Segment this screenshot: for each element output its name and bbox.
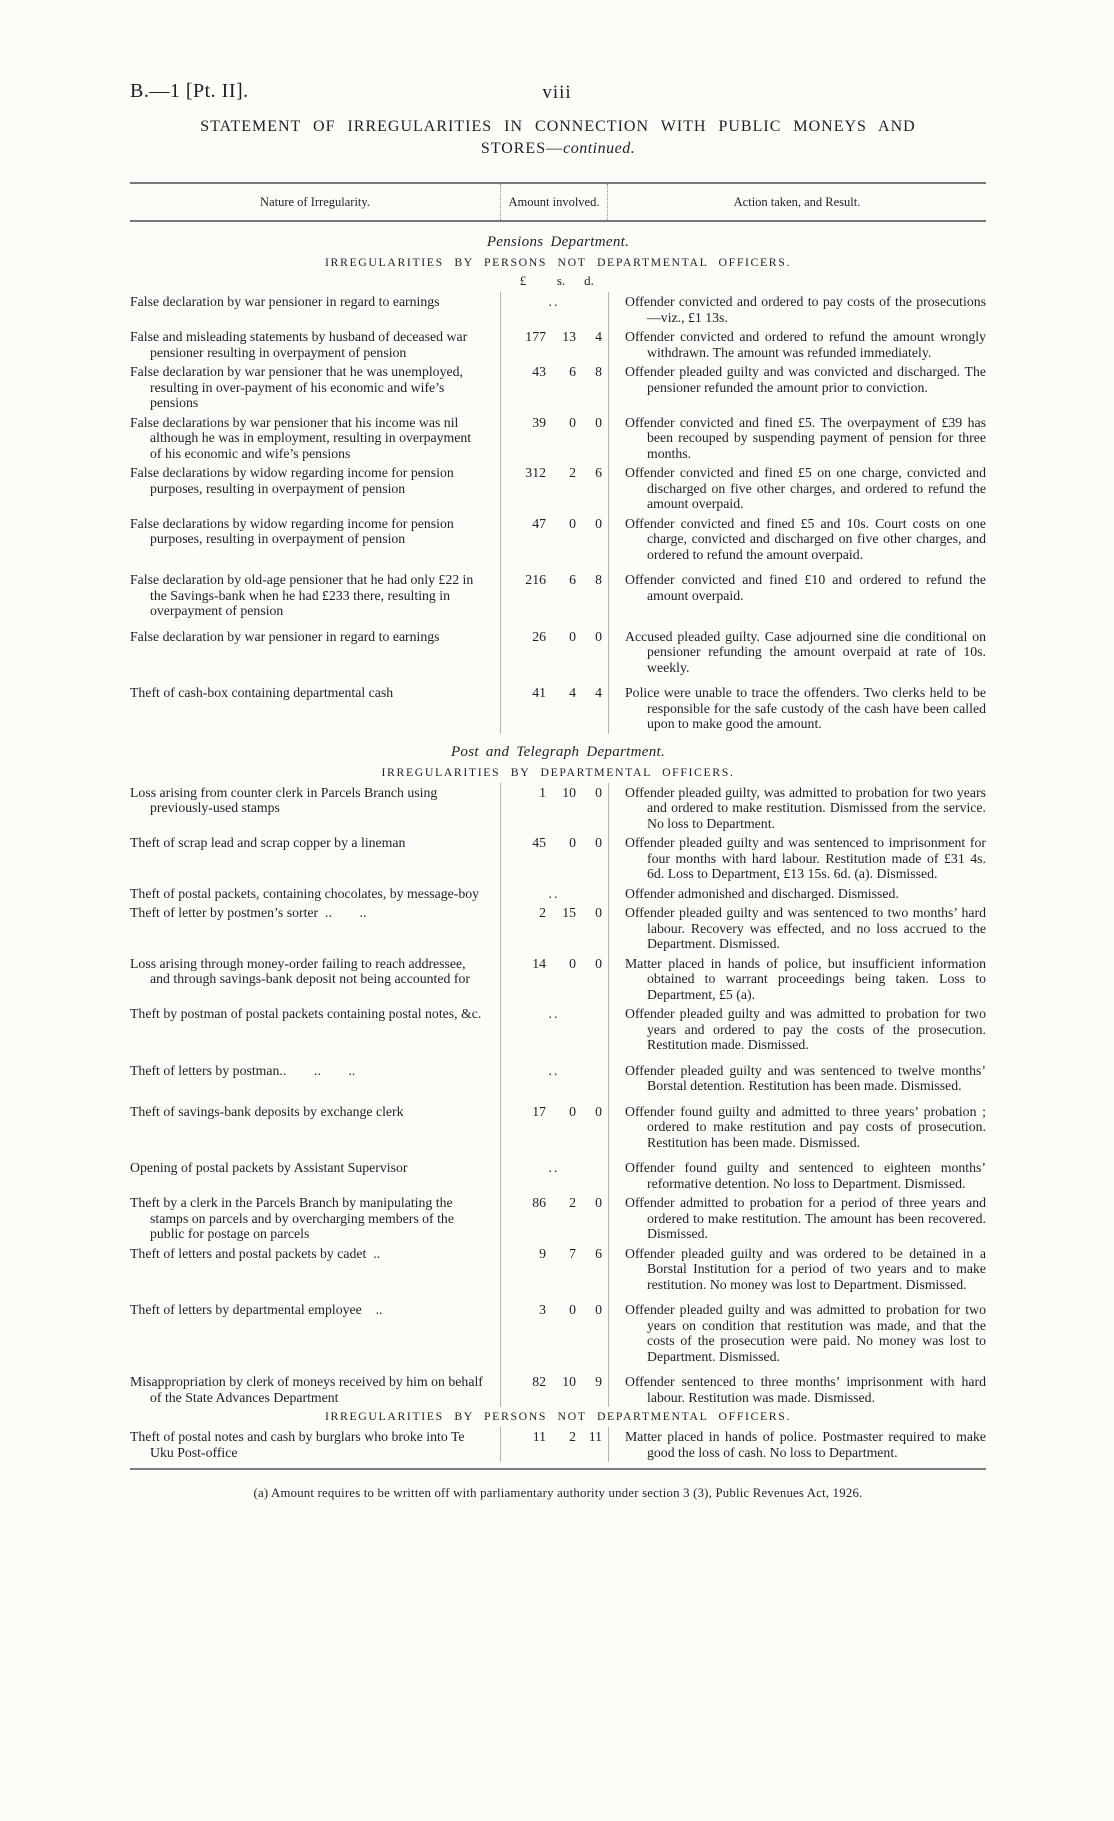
amount-cell: [500, 516, 608, 532]
table-row: [130, 364, 986, 411]
title-line-2: [130, 140, 986, 158]
amount-shillings: 0: [569, 628, 576, 644]
amount-shillings: 0: [569, 1302, 576, 1317]
nature-cell: Loss arising through money-order failing to reach addressee, and through savings-bank deposit not being accounted for: [130, 955, 470, 986]
nature-cell: Theft by a clerk in the Parcels Branch by manipulating the stamps on parcels and by overcharging members of the public for postage on parcels: [130, 1195, 454, 1241]
action-cell: Offender pleaded guilty and was ordered to be detained in a Borstal Institution for a period of two years and to make restitution. No money was lost to Department. Dismissed.: [625, 1245, 986, 1292]
table-row: [130, 294, 986, 325]
amount-pence: 0: [595, 784, 602, 800]
table-row: [130, 685, 986, 732]
subsection-heading: IRREGULARITIES BY PERSONS NOT DEPARTMENTAL OFFICERS.: [325, 1409, 791, 1423]
action-cell: Offender pleaded guilty and was sentenced to imprisonment for four months with hard labour. Restitution made of £31 4s. 6d. Loss to Department, £13 15s. 6d. (a). Dismissed.: [625, 835, 986, 881]
nature-cell: Theft of letter by postmen’s sorter .. ..: [130, 905, 367, 920]
nature-cell: Theft of cash-box containing departmental cash: [130, 685, 394, 700]
subsection-heading: IRREGULARITIES BY DEPARTMENTAL OFFICERS.: [381, 764, 735, 779]
amount-pounds: 41: [532, 685, 546, 700]
amount-cell: [500, 1063, 608, 1079]
amount-shillings: 2: [569, 465, 576, 480]
amount-pence: 8: [595, 572, 602, 587]
amount-cell: [500, 629, 608, 645]
action-cell: Offender admitted to probation for a period of three years and ordered to make restitution. The amount has been recovered. Dismissed.: [625, 1195, 986, 1241]
amount-shillings: 4: [569, 685, 576, 700]
amount-pounds: 45: [532, 835, 546, 850]
amount-pence: 11: [588, 1429, 602, 1444]
amount-shillings: 13: [562, 329, 576, 344]
amount-pounds: 177: [525, 329, 546, 344]
amount-cell: [500, 465, 608, 481]
amount-pounds: 14: [532, 955, 546, 971]
amount-pounds: 39: [532, 414, 546, 430]
amount-nil-dots: ..: [548, 885, 560, 901]
amount-pence: 0: [595, 414, 602, 430]
amount-nil-dots: ..: [548, 294, 560, 309]
content-area: [130, 0, 986, 1501]
column-header-action: Action taken, and Result.: [733, 194, 861, 209]
rows-block: [130, 1429, 986, 1460]
action-cell: Offender pleaded guilty and was admitted to probation for two years and ordered to pay the costs of the prosecution. Restitution made. Dismissed.: [625, 1006, 986, 1052]
amount-cell: [500, 1006, 608, 1022]
amount-cell: [500, 685, 608, 701]
amount-shillings: 0: [569, 414, 576, 430]
action-cell: Offender pleaded guilty and was admitted to probation for two years on condition that restitution was made, and that the costs of the prosecution were paid. No money was lost to Department. Dismissed.: [625, 1302, 986, 1364]
table-row: [130, 1195, 986, 1242]
amount-cell: [500, 572, 608, 588]
currency-shillings: s.: [556, 273, 566, 288]
nature-cell: False declaration by war pensioner in regard to earnings: [130, 628, 440, 644]
amount-shillings: 2: [569, 1195, 576, 1210]
currency-pounds: £: [519, 273, 527, 288]
action-cell: Offender convicted and ordered to pay costs of the prosecutions—viz., £1 13s.: [625, 294, 986, 325]
amount-shillings: 6: [569, 364, 576, 379]
amount-cell: [500, 1429, 608, 1445]
amount-pounds: 3: [539, 1302, 546, 1317]
action-cell: Offender convicted and fined £10 and ordered to refund the amount overpaid.: [625, 572, 986, 603]
amount-cell: [500, 905, 608, 921]
amount-pence: 0: [595, 1302, 602, 1317]
table-row: [130, 956, 986, 1003]
nature-cell: Theft of letters and postal packets by cadet ..: [130, 1245, 381, 1261]
amount-pounds: 47: [532, 515, 546, 531]
amount-pence: 0: [595, 515, 602, 531]
amount-pence: 0: [595, 1103, 602, 1119]
amount-shillings: 7: [569, 1245, 576, 1261]
nature-cell: Theft of scrap lead and scrap copper by a lineman: [130, 835, 406, 850]
amount-cell: [500, 886, 608, 902]
nature-cell: False declaration by old-age pensioner that he had only £22 in the Savings-bank when he had £233 there, resulting in overpayment of pension: [130, 572, 474, 618]
amount-pounds: 17: [532, 1103, 546, 1119]
amount-cell: [500, 785, 608, 801]
statement-title: [130, 0, 986, 158]
table-row: [130, 835, 986, 882]
nature-cell: Misappropriation by clerk of moneys received by him on behalf of the State Advances Department: [130, 1374, 483, 1405]
amount-pounds: 82: [532, 1374, 546, 1389]
action-cell: Matter placed in hands of police, but insufficient information obtained to warrant proceedings being taken. Loss to Department, £5 (a).: [625, 955, 986, 1002]
amount-cell: [500, 1195, 608, 1211]
column-header-amount: Amount involved.: [500, 184, 608, 220]
currency-header: [500, 273, 608, 289]
amount-shillings: 10: [562, 1374, 576, 1389]
action-cell: Offender convicted and fined £5 and 10s. Court costs on one charge, convicted and discharged on five other charges, and ordered to refund the amount overpaid.: [625, 515, 986, 562]
action-cell: Offender convicted and fined £5 on one charge, convicted and discharged on five other charges, and ordered to refund the amount overpaid.: [625, 465, 986, 511]
amount-pence: 6: [595, 1245, 602, 1261]
table-row: [130, 1246, 986, 1293]
table-row: [130, 905, 986, 952]
amount-cell: [500, 329, 608, 345]
table-row: [130, 1429, 986, 1460]
table-row: [130, 1104, 986, 1151]
title-stores: STORES—: [480, 140, 564, 157]
amount-cell: [500, 1246, 608, 1262]
nature-cell: Theft of postal notes and cash by burglars who broke into Te Uku Post-office: [130, 1429, 465, 1460]
document-reference: B.—1 [Pt. II].: [130, 80, 249, 102]
amount-shillings: 0: [569, 515, 576, 531]
action-cell: Offender sentenced to three months’ imprisonment with hard labour. Restitution was made. Dismissed.: [625, 1374, 986, 1405]
action-cell: Offender found guilty and sentenced to eighteen months’ reformative detention. No loss to Department. Dismissed.: [625, 1160, 986, 1191]
amount-pence: 6: [595, 465, 602, 480]
nature-cell: Theft of postal packets, containing chocolates, by message-boy: [130, 885, 480, 901]
action-cell: Police were unable to trace the offenders. Two clerks held to be responsible for the safe custody of the cash have been called upon to make good the amount.: [625, 685, 986, 731]
subsection-heading: IRREGULARITIES BY PERSONS NOT DEPARTMENTAL OFFICERS.: [325, 255, 791, 269]
amount-pounds: 11: [532, 1429, 546, 1444]
amount-pence: 4: [595, 685, 602, 700]
table-row: [130, 1160, 986, 1191]
amount-nil-dots: ..: [548, 1062, 560, 1078]
action-cell: Offender pleaded guilty and was sentenced to twelve months’ Borstal detention. Restitution has been made. Dismissed.: [625, 1062, 986, 1093]
table-row: [130, 785, 986, 832]
amount-pounds: 26: [532, 628, 546, 644]
amount-shillings: 10: [562, 784, 576, 800]
amount-shillings: 0: [569, 1103, 576, 1119]
nature-cell: False declaration by war pensioner that he was unemployed, resulting in over-payment of his economic and wife’s pensions: [130, 364, 463, 410]
amount-nil-dots: ..: [548, 1160, 560, 1175]
footnote: (a) Amount requires to be written off with parliamentary authority under section 3 (3), Public Revenues Act, 1926.: [253, 1486, 863, 1500]
amount-cell: [500, 1374, 608, 1390]
rows-block: [130, 785, 986, 1406]
nature-cell: False declaration by war pensioner in regard to earnings: [130, 294, 440, 309]
table-row: [130, 1302, 986, 1364]
title-continued: continued.: [563, 140, 636, 157]
amount-pounds: 43: [532, 364, 546, 379]
nature-cell: Theft by postman of postal packets containing postal notes, &c.: [130, 1006, 482, 1021]
amount-shillings: 6: [569, 572, 576, 587]
action-cell: Offender pleaded guilty and was convicted and discharged. The pensioner refunded the amount prior to conviction.: [625, 364, 986, 395]
amount-pence: 8: [595, 364, 602, 379]
bottom-rule: [130, 1468, 986, 1470]
nature-cell: False declarations by widow regarding income for pension purposes, resulting in overpayment of pension: [130, 465, 454, 496]
page-number: viii: [542, 82, 572, 103]
rows-block: [130, 294, 986, 732]
table-header: [130, 182, 986, 222]
column-header-nature: Nature of Irregularity.: [260, 194, 370, 209]
nature-cell: False declarations by war pensioner that his income was nil although he was in employment, resulting in overpayment of his economic and wife’s pensions: [130, 414, 472, 461]
nature-cell: Theft of savings-bank deposits by exchange clerk: [130, 1103, 404, 1119]
amount-cell: [500, 364, 608, 380]
table-row: [130, 572, 986, 619]
nature-cell: Loss arising from counter clerk in Parcels Branch using previously-used stamps: [130, 784, 438, 815]
nature-cell: Theft of letters by postman.. .. ..: [130, 1062, 356, 1078]
nature-cell: False declarations by widow regarding income for pension purposes, resulting in overpayment of pension: [130, 515, 454, 546]
currency-pence: d.: [584, 273, 594, 288]
table-row: [130, 629, 986, 676]
action-cell: Offender convicted and fined £5. The overpayment of £39 has been recouped by suspending payment of pension for three months.: [625, 414, 986, 461]
table-row: [130, 465, 986, 512]
action-cell: Offender pleaded guilty and was sentenced to two months’ hard labour. Recovery was effected, and no loss accrued to the Department. Dismissed.: [625, 905, 986, 951]
amount-shillings: 0: [569, 835, 576, 850]
amount-pence: 0: [595, 628, 602, 644]
department-heading: Post and Telegraph Department.: [450, 743, 666, 760]
amount-shillings: 0: [569, 955, 576, 971]
department-heading: Pensions Department.: [486, 234, 630, 250]
action-cell: Offender pleaded guilty, was admitted to probation for two years and ordered to make restitution. Dismissed from the service. No loss to Department.: [625, 784, 986, 831]
nature-cell: False and misleading statements by husband of deceased war pensioner resulting in overpayment of pension: [130, 329, 468, 360]
amount-nil-dots: ..: [548, 1006, 560, 1021]
table-row: [130, 415, 986, 462]
amount-pounds: 1: [539, 784, 546, 800]
action-cell: Offender admonished and discharged. Dismissed.: [625, 885, 899, 901]
nature-cell: Theft of letters by departmental employee ..: [130, 1302, 383, 1317]
amount-pence: 0: [595, 955, 602, 971]
table-row: [130, 516, 986, 563]
amount-shillings: 2: [569, 1429, 576, 1444]
amount-pounds: 86: [532, 1195, 546, 1210]
action-cell: Offender convicted and ordered to refund the amount wrongly withdrawn. The amount was refunded immediately.: [625, 329, 986, 360]
table-row: [130, 886, 986, 902]
amount-cell: [500, 835, 608, 851]
amount-cell: [500, 1302, 608, 1318]
amount-cell: [500, 1160, 608, 1176]
amount-pounds: 216: [525, 572, 546, 587]
amount-pounds: 312: [525, 465, 546, 480]
action-cell: Accused pleaded guilty. Case adjourned sine die conditional on pensioner refunding the amount overpaid at rate of 10s. weekly.: [625, 628, 986, 675]
amount-pence: 0: [595, 835, 602, 850]
table-row: [130, 1063, 986, 1094]
table-row: [130, 329, 986, 360]
amount-cell: [500, 956, 608, 972]
amount-pence: 0: [595, 1195, 602, 1210]
title-line-1: STATEMENT OF IRREGULARITIES IN CONNECTION WITH PUBLIC MONEYS AND: [200, 118, 916, 135]
amount-cell: [500, 1104, 608, 1120]
table-row: [130, 1006, 986, 1053]
nature-cell: Opening of postal packets by Assistant Supervisor: [130, 1160, 408, 1175]
amount-pounds: 2: [539, 905, 546, 920]
amount-pence: 0: [595, 905, 602, 920]
table-body: [130, 234, 986, 1460]
amount-cell: [500, 415, 608, 431]
table-row: [130, 1374, 986, 1405]
amount-pounds: 9: [539, 1245, 546, 1261]
amount-shillings: 15: [562, 905, 576, 920]
amount-cell: [500, 294, 608, 310]
action-cell: Matter placed in hands of police. Postmaster required to make good the loss of cash. No loss to Department.: [625, 1429, 986, 1460]
amount-pence: 4: [595, 329, 602, 344]
action-cell: Offender found guilty and admitted to three years’ probation ; ordered to make restitution and pay costs of prosecution. Restitution has been made. Dismissed.: [625, 1103, 986, 1150]
amount-pence: 9: [595, 1374, 602, 1389]
